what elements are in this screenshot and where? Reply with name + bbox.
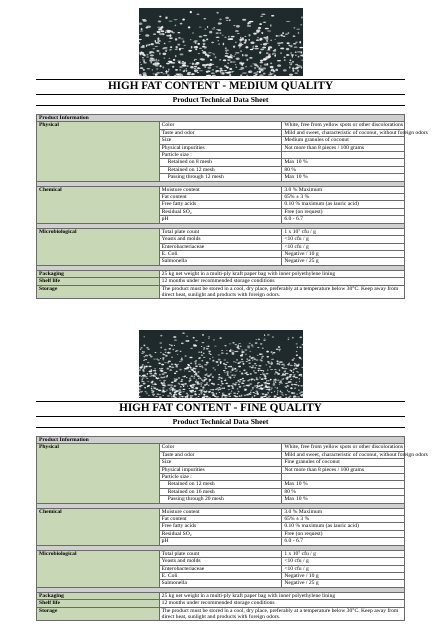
property-name: Salmonella	[159, 258, 282, 265]
shelf-life-value: 12 months under recommended storage conditions	[159, 600, 404, 607]
storage-value: The product must be stored in a cool, dry place, preferably at a temperature below 30°C. Keep away from direct heat, sunlight and products with foreign odors.	[159, 285, 404, 299]
property-name: Color	[159, 122, 282, 129]
table-header-row	[37, 437, 405, 444]
property-value: Free (on request)	[282, 530, 405, 537]
mesh-value: 80 %	[282, 488, 405, 495]
property-value: Mild and sweet, characteristic of coconut, without foreign odors	[282, 129, 405, 136]
property-value: Not more than 8 pieces / 100 grams	[282, 466, 405, 473]
microbiological-row	[37, 228, 405, 235]
sheet-title: HIGH FAT CONTENT - MEDIUM QUALITY	[36, 79, 405, 95]
storage-label: Storage	[37, 607, 160, 621]
property-name: Physical impurities	[159, 144, 282, 151]
packaging-value: 25 kg net weight in a multi-ply kraft paper bag with inner polyethylene lining	[159, 270, 404, 277]
property-name: Free fatty acids	[159, 201, 282, 208]
table-header-row	[37, 115, 405, 122]
property-name: Free fatty acids	[159, 523, 282, 530]
physical-label: Physical	[37, 444, 160, 503]
property-name: Residual SO₂	[159, 530, 282, 537]
property-name: Taste and odor	[159, 129, 282, 136]
property-value: 6.0 - 6.7	[282, 216, 405, 223]
property-name: Yeasts and molds	[159, 236, 282, 243]
coconut-photo	[139, 330, 303, 398]
data-sheet-medium	[36, 8, 428, 299]
property-value: 3.0 % Maximum	[282, 508, 405, 515]
coconut-granules-image	[139, 330, 303, 398]
property-value: <10 cfu / g	[282, 236, 405, 243]
shelf-life-row	[37, 278, 405, 285]
property-name: Yeasts and molds	[159, 558, 282, 565]
property-value: Not more than 8 pieces / 100 grams	[282, 144, 405, 151]
property-value: Negative / 10 g	[282, 250, 405, 257]
microbiological-row	[37, 550, 405, 557]
mesh-value: Max 10 %	[282, 496, 405, 503]
shelf-life-label: Shelf life	[37, 278, 160, 285]
property-name: Moisture content	[159, 508, 282, 515]
mesh-name: Retained on 16 mesh	[159, 488, 282, 495]
property-value: 0.10 % maximum (as lauric acid)	[282, 523, 405, 530]
property-value: 3.0 % Maximum	[282, 186, 405, 193]
property-value: Negative / 10 g	[282, 572, 405, 579]
property-name: E. Coli	[159, 572, 282, 579]
physical-row	[37, 122, 405, 129]
storage-label: Storage	[37, 285, 160, 299]
property-name: Fat content	[159, 516, 282, 523]
spec-table	[36, 114, 428, 299]
property-name: Total plate count	[159, 228, 282, 235]
physical-row	[37, 444, 405, 451]
property-name: Moisture content	[159, 186, 282, 193]
data-sheet-fine	[36, 330, 428, 621]
mesh-value: Max 10 %	[282, 481, 405, 488]
property-name: Color	[159, 444, 282, 451]
sheet-subtitle: Product Technical Data Sheet	[36, 417, 405, 428]
packaging-row	[37, 270, 405, 277]
shelf-life-value: 12 months under recommended storage conditions	[159, 278, 404, 285]
property-value: 65% ± 3 %	[282, 516, 405, 523]
packaging-value: 25 kg net weight in a multi-ply kraft paper bag with inner polyethylene lining	[159, 592, 404, 599]
coconut-granules-image	[139, 8, 303, 76]
property-value: White, free from yellow spots or other discolorations	[282, 444, 405, 451]
property-name: Size	[159, 137, 282, 144]
storage-value: The product must be stored in a cool, dry place, preferably at a temperature below 30°C. Keep away from direct heat, sunlight and products with foreign odors.	[159, 607, 404, 621]
mesh-name: Retained on 12 mesh	[159, 166, 282, 173]
property-value: Fine granules of coconut	[282, 459, 405, 466]
property-value	[282, 152, 405, 159]
shelf-life-row	[37, 600, 405, 607]
property-name: Size	[159, 459, 282, 466]
property-value: Negative / 25 g	[282, 258, 405, 265]
mesh-value: Max 10 %	[282, 174, 405, 181]
microbiological-label: Microbiological	[37, 228, 160, 265]
property-name: pH	[159, 216, 282, 223]
property-value: Mild and sweet, characteristic of coconut, without foreign odors	[282, 451, 405, 458]
storage-row	[37, 285, 405, 299]
property-value: Negative / 25 g	[282, 580, 405, 587]
property-value: 65% ± 3 %	[282, 194, 405, 201]
property-value	[282, 474, 405, 481]
mesh-value: Max 10 %	[282, 159, 405, 166]
particle-size-label: Particle size :	[159, 152, 282, 159]
shelf-life-label: Shelf life	[37, 600, 160, 607]
packaging-row	[37, 592, 405, 599]
property-value: 1 x 10⁷ cfu / g	[282, 228, 405, 235]
microbiological-label: Microbiological	[37, 550, 160, 587]
spec-table	[36, 436, 428, 621]
property-name: Salmonella	[159, 580, 282, 587]
mesh-name: Passing through 20 mesh	[159, 496, 282, 503]
property-value: 1 x 10⁷ cfu / g	[282, 550, 405, 557]
property-name: Taste and odor	[159, 451, 282, 458]
mesh-name: Retained on 8 mesh	[159, 159, 282, 166]
sheet-subtitle: Product Technical Data Sheet	[36, 95, 405, 106]
property-name: Total plate count	[159, 550, 282, 557]
property-value: Free (on request)	[282, 208, 405, 215]
property-name: Residual SO₂	[159, 208, 282, 215]
property-value: <10 cfu / g	[282, 558, 405, 565]
mesh-name: Passing through 12 mesh	[159, 174, 282, 181]
storage-row	[37, 607, 405, 621]
property-name: pH	[159, 538, 282, 545]
mesh-name: Retained on 12 mesh	[159, 481, 282, 488]
property-value: <10 cfu / g	[282, 565, 405, 572]
property-name: Fat content	[159, 194, 282, 201]
packaging-label: Packaging	[37, 592, 160, 599]
chemical-row	[37, 186, 405, 193]
mesh-value: 80 %	[282, 166, 405, 173]
property-value: Medium granules of coconut	[282, 137, 405, 144]
chemical-row	[37, 508, 405, 515]
particle-size-label: Particle size :	[159, 474, 282, 481]
property-name: E. Coli	[159, 250, 282, 257]
chemical-label: Chemical	[37, 508, 160, 545]
packaging-label: Packaging	[37, 270, 160, 277]
property-name: Enterobacteriaceae	[159, 243, 282, 250]
property-value: White, free from yellow spots or other discolorations	[282, 122, 405, 129]
property-value: 6.0 - 6.7	[282, 538, 405, 545]
property-name: Physical impurities	[159, 466, 282, 473]
product-info-heading: Product Information	[37, 437, 405, 444]
coconut-photo	[139, 8, 303, 76]
property-value: 0.10 % maximum (as lauric acid)	[282, 201, 405, 208]
property-value: <10 cfu / g	[282, 243, 405, 250]
sheet-title: HIGH FAT CONTENT - FINE QUALITY	[36, 401, 405, 417]
product-info-heading: Product Information	[37, 115, 405, 122]
chemical-label: Chemical	[37, 186, 160, 223]
physical-label: Physical	[37, 122, 160, 181]
property-name: Enterobacteriaceae	[159, 565, 282, 572]
